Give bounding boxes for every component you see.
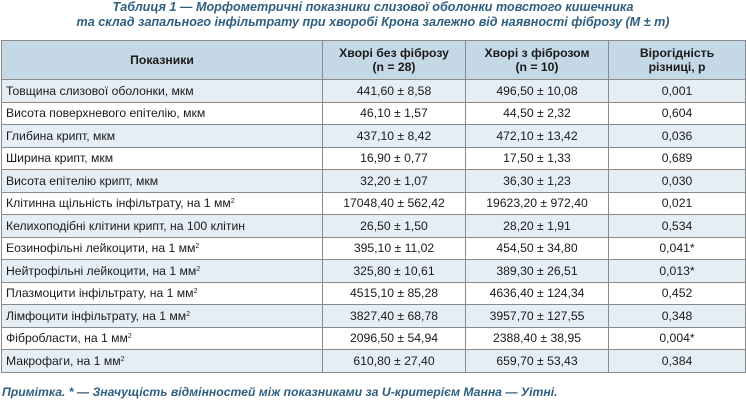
indicator-cell	[2, 102, 323, 125]
p-value-cell: 0,384	[609, 350, 746, 373]
header-no-fibrosis	[323, 41, 466, 80]
no-fibrosis-value-cell: 32,20 ± 1,07	[323, 170, 466, 193]
indicator-name: Фібробласти, на 1 мм	[6, 331, 128, 346]
fibrosis-value-cell: 2388,40 ± 38,95	[466, 327, 609, 350]
fibrosis-value-cell: 454,50 ± 34,80	[466, 237, 609, 260]
indicator-cell	[2, 80, 323, 103]
header-p-value	[609, 41, 746, 80]
unit-superscript: 2	[186, 310, 191, 318]
header-fibrosis-line-2: (n = 10)	[515, 60, 559, 74]
indicator-cell	[2, 282, 323, 305]
header-no-fibrosis-line-2: (n = 28)	[372, 60, 416, 74]
unit-superscript: 2	[196, 265, 201, 273]
indicator-cell	[2, 125, 323, 148]
indicator-name: Висота епітелію крипт, мкм	[6, 173, 159, 188]
p-value-cell: 0,021	[609, 192, 746, 215]
table-row	[2, 80, 746, 103]
header-indicators-label: Показники	[130, 53, 194, 67]
table-row	[2, 305, 746, 328]
caption-line-2: та склад запального інфільтрату при хворобі Крона залежно від наявності фіброзу (M ± m)	[76, 15, 670, 29]
indicator-name: Висота поверхневого епітелію, мкм	[6, 106, 206, 121]
fibrosis-value-cell: 3957,70 ± 127,55	[466, 305, 609, 328]
unit-superscript: 2	[127, 333, 132, 341]
indicator-cell	[2, 260, 323, 283]
indicator-name: Клітинна щільність інфільтрату, на 1 мм	[6, 196, 231, 211]
p-value-cell: 0,036	[609, 125, 746, 148]
no-fibrosis-value-cell: 610,80 ± 27,40	[323, 350, 466, 373]
unit-superscript: 2	[120, 355, 125, 363]
indicator-name: Келихоподібні клітини крипт, на 100 клітин	[6, 218, 246, 233]
table-row	[2, 215, 746, 238]
p-value-cell: 0,041*	[609, 237, 746, 260]
table-row	[2, 350, 746, 373]
unit-superscript: 2	[193, 288, 198, 296]
fibrosis-value-cell: 389,30 ± 26,51	[466, 260, 609, 283]
header-p-value-line-1: Вірогідність	[639, 46, 715, 60]
p-value-cell: 0,604	[609, 102, 746, 125]
indicator-cell	[2, 170, 323, 193]
fibrosis-value-cell: 28,20 ± 1,91	[466, 215, 609, 238]
table-row	[2, 147, 746, 170]
table-row	[2, 327, 746, 350]
fibrosis-value-cell: 659,70 ± 53,43	[466, 350, 609, 373]
header-no-fibrosis-line-1: Хворі без фіброзу	[339, 46, 449, 60]
table-row	[2, 192, 746, 215]
indicator-name: Лімфоцити інфільтрату, на 1 мм	[6, 308, 187, 323]
indicator-cell	[2, 237, 323, 260]
p-value-cell: 0,004*	[609, 327, 746, 350]
no-fibrosis-value-cell: 26,50 ± 1,50	[323, 215, 466, 238]
table-row	[2, 170, 746, 193]
indicator-cell	[2, 350, 323, 373]
p-value-cell: 0,001	[609, 80, 746, 103]
no-fibrosis-value-cell: 46,10 ± 1,57	[323, 102, 466, 125]
fibrosis-value-cell: 17,50 ± 1,33	[466, 147, 609, 170]
indicator-name: Еозинофільні лейкоцити, на 1 мм	[6, 241, 196, 256]
indicator-name: Товщина слизової оболонки, мкм	[6, 83, 194, 98]
no-fibrosis-value-cell: 4515,10 ± 85,28	[323, 282, 466, 305]
p-value-cell: 0,689	[609, 147, 746, 170]
indicator-cell	[2, 192, 323, 215]
fibrosis-value-cell: 19623,20 ± 972,40	[466, 192, 609, 215]
p-value-cell: 0,452	[609, 282, 746, 305]
table-row	[2, 102, 746, 125]
unit-superscript: 2	[195, 243, 200, 251]
no-fibrosis-value-cell: 17048,40 ± 562,42	[323, 192, 466, 215]
header-indicators	[2, 41, 323, 80]
indicator-name: Глибина крипт, мкм	[6, 128, 116, 143]
table-body	[2, 80, 746, 373]
table-row	[2, 282, 746, 305]
no-fibrosis-value-cell: 441,60 ± 8,58	[323, 80, 466, 103]
indicator-cell	[2, 305, 323, 328]
p-value-cell: 0,030	[609, 170, 746, 193]
p-value-cell: 0,348	[609, 305, 746, 328]
table-row	[2, 237, 746, 260]
header-fibrosis-line-1: Хворі з фіброзом	[484, 46, 590, 60]
indicator-cell	[2, 215, 323, 238]
no-fibrosis-value-cell: 437,10 ± 8,42	[323, 125, 466, 148]
indicator-cell	[2, 327, 323, 350]
table-note: Примітка. * — Значущість відмінностей між показниками за U-критерієм Манна — Уітні.	[2, 385, 558, 399]
table-row	[2, 260, 746, 283]
unit-superscript: 2	[230, 198, 235, 206]
no-fibrosis-value-cell: 3827,40 ± 68,78	[323, 305, 466, 328]
no-fibrosis-value-cell: 325,80 ± 10,61	[323, 260, 466, 283]
indicator-name: Макрофаги, на 1 мм	[6, 353, 121, 368]
table-row	[2, 125, 746, 148]
fibrosis-value-cell: 4636,40 ± 124,34	[466, 282, 609, 305]
indicator-name: Нейтрофільні лейкоцити, на 1 мм	[6, 263, 197, 278]
fibrosis-value-cell: 36,30 ± 1,23	[466, 170, 609, 193]
indicator-cell	[2, 147, 323, 170]
fibrosis-value-cell: 496,50 ± 10,08	[466, 80, 609, 103]
no-fibrosis-value-cell: 16,90 ± 0,77	[323, 147, 466, 170]
fibrosis-value-cell: 44,50 ± 2,32	[466, 102, 609, 125]
table-caption	[0, 0, 746, 30]
fibrosis-value-cell: 472,10 ± 13,42	[466, 125, 609, 148]
no-fibrosis-value-cell: 2096,50 ± 54,94	[323, 327, 466, 350]
indicator-name: Плазмоцити інфільтрату, на 1 мм	[6, 286, 194, 301]
p-value-cell: 0,013*	[609, 260, 746, 283]
header-fibrosis	[466, 41, 609, 80]
table-header-row	[2, 41, 746, 80]
caption-line-1: Таблиця 1 — Морфометричні показники слизової оболонки товстого кишечника	[112, 0, 634, 14]
indicator-name: Ширина крипт, мкм	[6, 151, 114, 166]
no-fibrosis-value-cell: 395,10 ± 11,02	[323, 237, 466, 260]
morphometry-table	[1, 40, 746, 373]
header-p-value-line-2: різниці, p	[648, 60, 706, 74]
p-value-cell: 0,534	[609, 215, 746, 238]
